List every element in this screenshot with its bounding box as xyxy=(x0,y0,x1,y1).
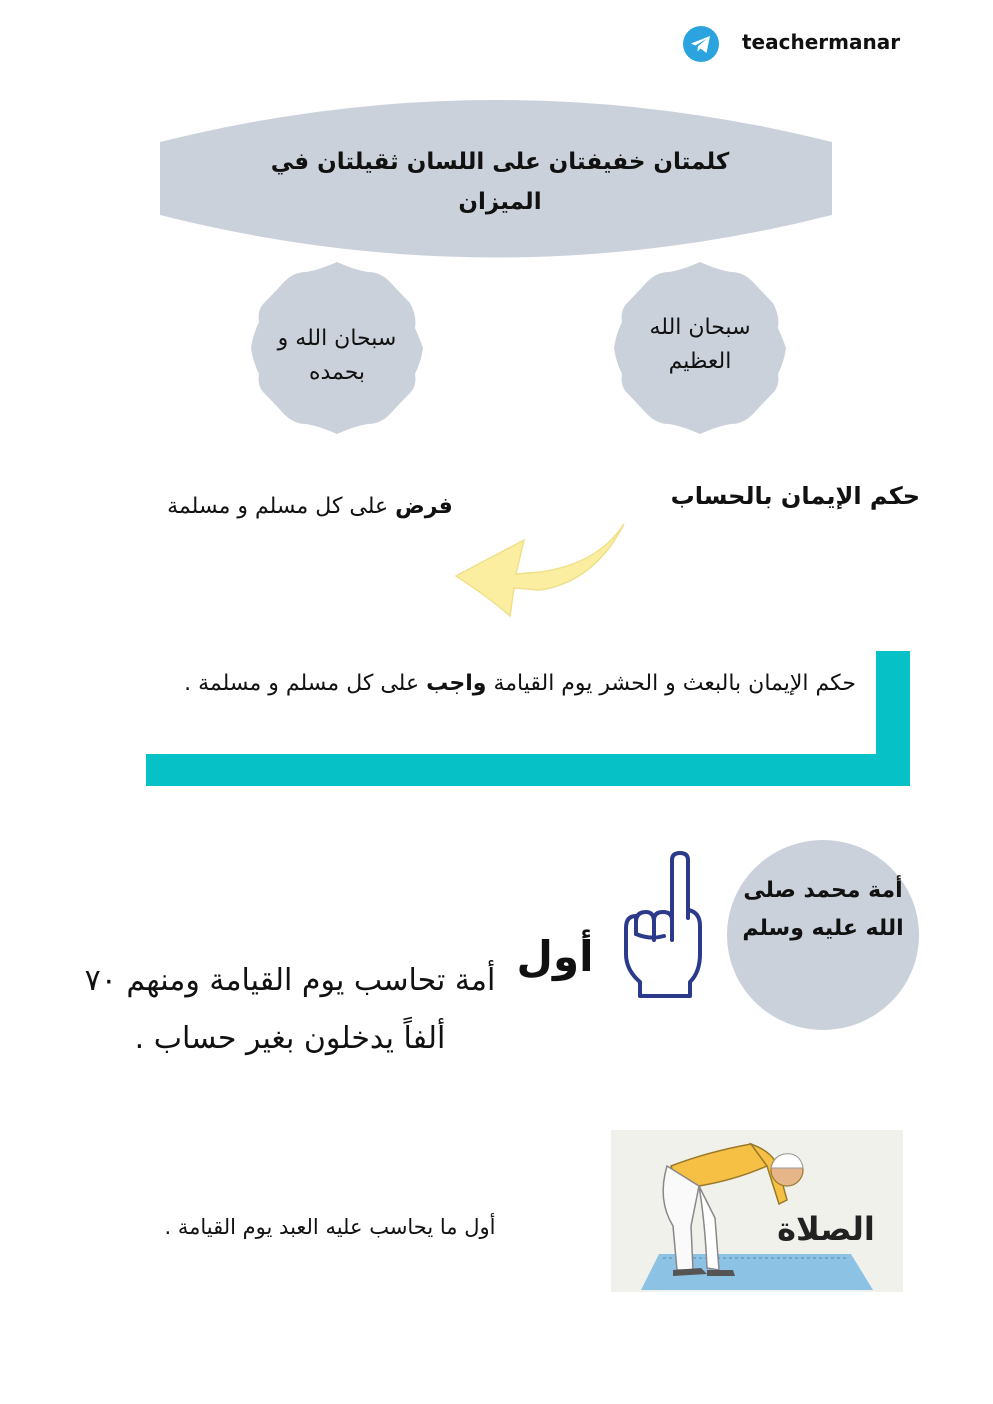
reckoning-ruling-value xyxy=(165,488,455,526)
telegram-icon[interactable] xyxy=(683,26,719,62)
resurrection-keyword: واجب xyxy=(426,671,487,696)
prayer-description: أول ما يحاسب عليه العبد يوم القيامة . xyxy=(164,1215,496,1239)
reckoning-ruling-title: حكم الإيمان بالحساب xyxy=(670,482,920,510)
ummah-circle-text: أمة محمد صلى الله عليه وسلم xyxy=(742,878,904,941)
ummah-description: أمة تحاسب يوم القيامة ومنهم ٧٠ ألفاً يدخلون بغير حساب . xyxy=(84,963,496,1056)
index-finger-icon xyxy=(620,850,706,1000)
teal-frame-horizontal xyxy=(146,754,910,786)
ruling-rest: على كل مسلم و مسلمة xyxy=(167,494,396,519)
arrow-left-icon xyxy=(448,518,630,620)
badge-text-right: سبحان الله العظيم xyxy=(649,315,751,374)
prayer-label: الصلاة xyxy=(777,1210,875,1248)
channel-name[interactable]: teachermanar xyxy=(742,30,901,54)
first-label: أول xyxy=(516,932,594,981)
banner-title: كلمتان خفيفتان على اللسان ثقيلتان في الميزان xyxy=(270,149,730,215)
resurrection-suffix: على كل مسلم و مسلمة . xyxy=(184,671,427,696)
resurrection-prefix: حكم الإيمان بالبعث و الحشر يوم القيامة xyxy=(486,671,856,696)
ruling-keyword: فرض xyxy=(395,494,453,519)
resurrection-ruling xyxy=(180,664,860,704)
badge-text-left: سبحان الله و بحمده xyxy=(277,326,397,385)
